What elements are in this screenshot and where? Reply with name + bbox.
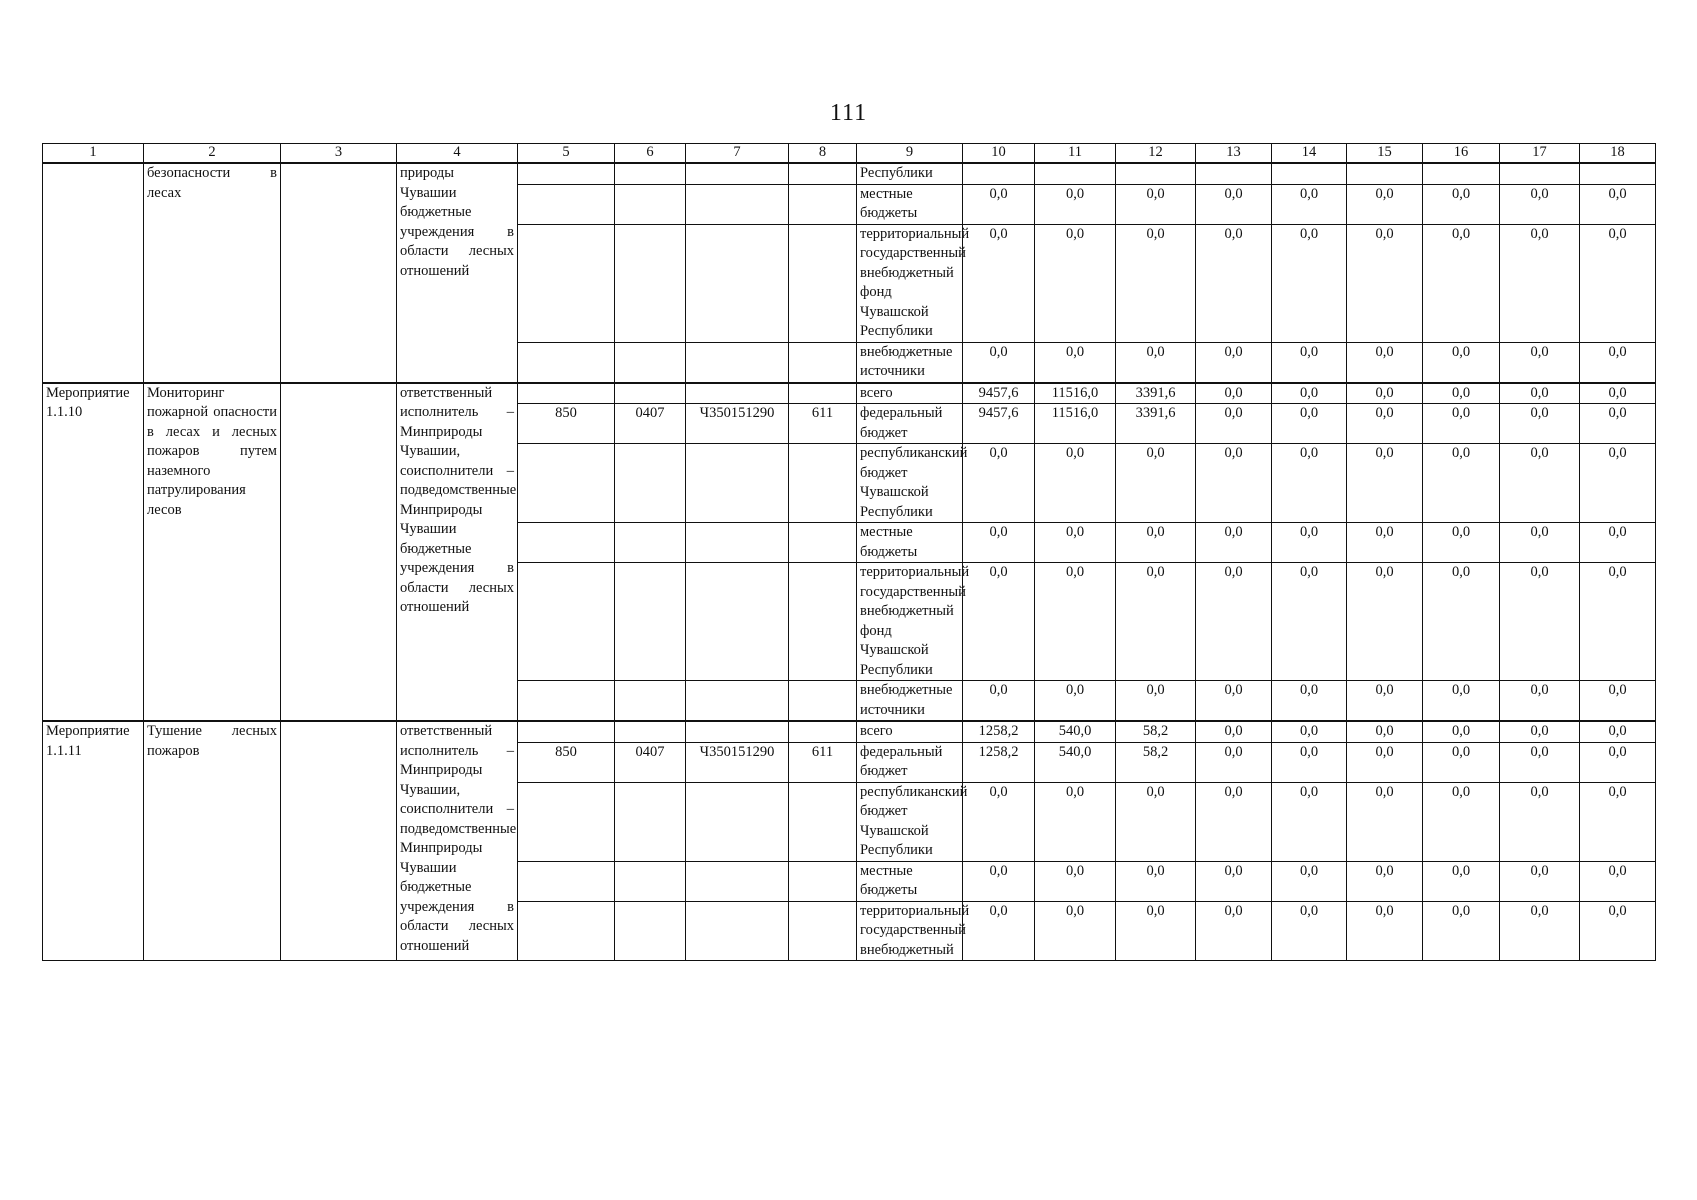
value-cell: 0,0 bbox=[1035, 224, 1116, 342]
value-cell: 0,0 bbox=[1272, 383, 1347, 404]
measure-id-cell bbox=[43, 163, 144, 383]
value-cell: 0,0 bbox=[963, 523, 1035, 563]
code-cell bbox=[789, 901, 857, 961]
value-cell: 0,0 bbox=[1423, 342, 1500, 383]
value-cell bbox=[1347, 163, 1423, 184]
code-cell bbox=[615, 563, 686, 681]
value-cell bbox=[1272, 163, 1347, 184]
column-header: 2 bbox=[144, 144, 281, 164]
value-cell: 0,0 bbox=[1035, 184, 1116, 224]
code-cell bbox=[789, 721, 857, 742]
empty-cell bbox=[281, 163, 397, 383]
value-cell: 0,0 bbox=[1035, 782, 1116, 861]
code-cell bbox=[518, 163, 615, 184]
value-cell: 0,0 bbox=[1423, 782, 1500, 861]
page-number: 111 bbox=[829, 100, 868, 126]
funding-source-cell: внебюджетные источники bbox=[857, 342, 963, 383]
code-cell bbox=[789, 681, 857, 722]
value-cell: 0,0 bbox=[1272, 184, 1347, 224]
value-cell: 0,0 bbox=[1272, 342, 1347, 383]
value-cell: 0,0 bbox=[1272, 721, 1347, 742]
value-cell: 0,0 bbox=[1196, 861, 1272, 901]
value-cell: 0,0 bbox=[1347, 184, 1423, 224]
code-cell bbox=[789, 224, 857, 342]
value-cell: 0,0 bbox=[1500, 224, 1580, 342]
value-cell: 0,0 bbox=[1196, 563, 1272, 681]
code-cell bbox=[686, 184, 789, 224]
value-cell: 0,0 bbox=[1500, 742, 1580, 782]
code-cell bbox=[518, 563, 615, 681]
value-cell: 0,0 bbox=[1035, 342, 1116, 383]
value-cell: 0,0 bbox=[1035, 523, 1116, 563]
code-cell bbox=[615, 224, 686, 342]
value-cell: 0,0 bbox=[1423, 523, 1500, 563]
funding-source-cell: федеральный бюджет bbox=[857, 742, 963, 782]
value-cell bbox=[1423, 163, 1500, 184]
column-header: 16 bbox=[1423, 144, 1500, 164]
funding-source-cell: местные бюджеты bbox=[857, 523, 963, 563]
column-header: 5 bbox=[518, 144, 615, 164]
budget-table bbox=[42, 143, 1656, 961]
code-cell bbox=[615, 444, 686, 523]
value-cell: 0,0 bbox=[1116, 444, 1196, 523]
value-cell: 0,0 bbox=[963, 563, 1035, 681]
executor-cell: ответственный исполнитель – Минприроды Чувашии, соисполнители – подведомственные Минприроды Чувашии бюджетные учреждения в области лесных отношений bbox=[397, 383, 518, 722]
code-cell bbox=[615, 782, 686, 861]
value-cell: 0,0 bbox=[1196, 342, 1272, 383]
column-header: 11 bbox=[1035, 144, 1116, 164]
value-cell: 0,0 bbox=[1116, 861, 1196, 901]
value-cell: 0,0 bbox=[1116, 901, 1196, 961]
code-cell bbox=[518, 342, 615, 383]
code-cell bbox=[789, 163, 857, 184]
value-cell: 0,0 bbox=[1196, 742, 1272, 782]
value-cell: 0,0 bbox=[963, 681, 1035, 722]
value-cell: 0,0 bbox=[1580, 563, 1656, 681]
value-cell: 1258,2 bbox=[963, 742, 1035, 782]
value-cell: 0,0 bbox=[1580, 342, 1656, 383]
value-cell: 0,0 bbox=[1116, 681, 1196, 722]
value-cell: 0,0 bbox=[1272, 901, 1347, 961]
value-cell: 0,0 bbox=[1423, 861, 1500, 901]
code-cell bbox=[686, 901, 789, 961]
column-header: 14 bbox=[1272, 144, 1347, 164]
value-cell: 0,0 bbox=[1423, 901, 1500, 961]
code-cell bbox=[686, 383, 789, 404]
value-cell bbox=[1196, 163, 1272, 184]
value-cell: 0,0 bbox=[1500, 681, 1580, 722]
value-cell: 0,0 bbox=[1423, 721, 1500, 742]
funding-source-cell: республиканский бюджет Чувашской Республики bbox=[857, 444, 963, 523]
table-row bbox=[43, 163, 1656, 184]
value-cell: 0,0 bbox=[1196, 224, 1272, 342]
code-cell: 850 bbox=[518, 742, 615, 782]
value-cell: 0,0 bbox=[1035, 563, 1116, 681]
value-cell: 0,0 bbox=[1580, 224, 1656, 342]
code-cell bbox=[518, 224, 615, 342]
code-cell bbox=[686, 861, 789, 901]
value-cell: 0,0 bbox=[1423, 742, 1500, 782]
value-cell bbox=[1500, 163, 1580, 184]
value-cell bbox=[963, 163, 1035, 184]
code-cell bbox=[518, 523, 615, 563]
code-cell bbox=[615, 523, 686, 563]
value-cell: 0,0 bbox=[1272, 681, 1347, 722]
value-cell: 0,0 bbox=[1196, 404, 1272, 444]
value-cell: 0,0 bbox=[1116, 523, 1196, 563]
value-cell: 0,0 bbox=[1196, 681, 1272, 722]
code-cell bbox=[686, 523, 789, 563]
value-cell: 0,0 bbox=[1347, 563, 1423, 681]
value-cell: 0,0 bbox=[1500, 523, 1580, 563]
code-cell bbox=[615, 163, 686, 184]
code-cell bbox=[686, 444, 789, 523]
value-cell: 0,0 bbox=[1347, 861, 1423, 901]
column-header: 17 bbox=[1500, 144, 1580, 164]
value-cell: 0,0 bbox=[1580, 383, 1656, 404]
code-cell bbox=[615, 184, 686, 224]
value-cell: 58,2 bbox=[1116, 742, 1196, 782]
column-header: 13 bbox=[1196, 144, 1272, 164]
code-cell bbox=[789, 782, 857, 861]
column-header: 1 bbox=[43, 144, 144, 164]
value-cell: 0,0 bbox=[1580, 404, 1656, 444]
code-cell bbox=[615, 901, 686, 961]
code-cell bbox=[518, 383, 615, 404]
value-cell: 0,0 bbox=[1272, 563, 1347, 681]
value-cell: 0,0 bbox=[1116, 184, 1196, 224]
code-cell bbox=[518, 861, 615, 901]
value-cell: 0,0 bbox=[1347, 782, 1423, 861]
value-cell: 0,0 bbox=[1035, 444, 1116, 523]
measure-title-cell: безопасности в лесах bbox=[144, 163, 281, 383]
executor-cell: ответственный исполнитель – Минприроды Чувашии, соисполнители – подведомственные Минприроды Чувашии бюджетные учреждения в области лесных отношений bbox=[397, 721, 518, 961]
value-cell: 0,0 bbox=[1423, 563, 1500, 681]
funding-source-cell: территориальный государственный внебюджетный bbox=[857, 901, 963, 961]
value-cell: 9457,6 bbox=[963, 383, 1035, 404]
value-cell: 0,0 bbox=[963, 444, 1035, 523]
value-cell bbox=[1035, 163, 1116, 184]
value-cell: 0,0 bbox=[1035, 681, 1116, 722]
value-cell: 0,0 bbox=[1500, 444, 1580, 523]
value-cell: 3391,6 bbox=[1116, 404, 1196, 444]
code-cell bbox=[789, 383, 857, 404]
value-cell: 0,0 bbox=[963, 901, 1035, 961]
code-cell bbox=[615, 721, 686, 742]
funding-source-cell: федеральный бюджет bbox=[857, 404, 963, 444]
value-cell: 0,0 bbox=[1272, 782, 1347, 861]
column-header: 6 bbox=[615, 144, 686, 164]
code-cell bbox=[686, 563, 789, 681]
value-cell: 9457,6 bbox=[963, 404, 1035, 444]
code-cell: Ч350151290 bbox=[686, 742, 789, 782]
code-cell: 0407 bbox=[615, 404, 686, 444]
code-cell bbox=[518, 184, 615, 224]
value-cell: 0,0 bbox=[1500, 563, 1580, 681]
funding-source-cell: всего bbox=[857, 721, 963, 742]
value-cell: 11516,0 bbox=[1035, 383, 1116, 404]
value-cell: 0,0 bbox=[1500, 901, 1580, 961]
value-cell: 0,0 bbox=[1196, 184, 1272, 224]
value-cell: 0,0 bbox=[1196, 523, 1272, 563]
value-cell: 0,0 bbox=[1347, 383, 1423, 404]
code-cell: 611 bbox=[789, 742, 857, 782]
value-cell: 0,0 bbox=[1196, 782, 1272, 861]
code-cell: 0407 bbox=[615, 742, 686, 782]
column-header: 10 bbox=[963, 144, 1035, 164]
value-cell: 0,0 bbox=[1272, 404, 1347, 444]
value-cell: 0,0 bbox=[1196, 383, 1272, 404]
code-cell bbox=[789, 523, 857, 563]
value-cell: 0,0 bbox=[1500, 184, 1580, 224]
value-cell: 0,0 bbox=[1347, 342, 1423, 383]
column-header: 18 bbox=[1580, 144, 1656, 164]
column-header: 15 bbox=[1347, 144, 1423, 164]
code-cell bbox=[615, 342, 686, 383]
value-cell: 0,0 bbox=[1580, 861, 1656, 901]
code-cell bbox=[686, 721, 789, 742]
value-cell: 0,0 bbox=[1580, 721, 1656, 742]
funding-source-cell: местные бюджеты bbox=[857, 184, 963, 224]
empty-cell bbox=[281, 721, 397, 961]
code-cell bbox=[686, 681, 789, 722]
value-cell: 0,0 bbox=[1580, 681, 1656, 722]
value-cell: 0,0 bbox=[963, 782, 1035, 861]
measure-title-cell: Мониторинг пожарной опасности в лесах и лесных пожаров путем наземного патрулирования лесов bbox=[144, 383, 281, 722]
code-cell bbox=[615, 861, 686, 901]
code-cell bbox=[518, 782, 615, 861]
value-cell: 1258,2 bbox=[963, 721, 1035, 742]
column-header-row bbox=[43, 144, 1656, 164]
value-cell: 0,0 bbox=[1272, 444, 1347, 523]
value-cell: 0,0 bbox=[1347, 901, 1423, 961]
value-cell: 0,0 bbox=[1423, 404, 1500, 444]
funding-source-cell: внебюджетные источники bbox=[857, 681, 963, 722]
code-cell bbox=[789, 342, 857, 383]
value-cell: 0,0 bbox=[1347, 523, 1423, 563]
value-cell: 0,0 bbox=[1347, 721, 1423, 742]
value-cell: 0,0 bbox=[1272, 224, 1347, 342]
code-cell bbox=[789, 861, 857, 901]
code-cell bbox=[518, 721, 615, 742]
value-cell: 0,0 bbox=[1500, 342, 1580, 383]
measure-id-cell: Мероприятие 1.1.10 bbox=[43, 383, 144, 722]
value-cell: 0,0 bbox=[1580, 742, 1656, 782]
value-cell: 0,0 bbox=[1500, 383, 1580, 404]
value-cell: 0,0 bbox=[1196, 901, 1272, 961]
value-cell: 0,0 bbox=[1196, 444, 1272, 523]
column-header: 7 bbox=[686, 144, 789, 164]
value-cell: 540,0 bbox=[1035, 721, 1116, 742]
value-cell: 0,0 bbox=[1423, 681, 1500, 722]
column-header: 4 bbox=[397, 144, 518, 164]
value-cell: 0,0 bbox=[1272, 861, 1347, 901]
value-cell: 0,0 bbox=[1116, 224, 1196, 342]
value-cell: 0,0 bbox=[1035, 861, 1116, 901]
value-cell: 0,0 bbox=[1347, 444, 1423, 523]
value-cell: 0,0 bbox=[1500, 861, 1580, 901]
value-cell: 0,0 bbox=[1116, 563, 1196, 681]
value-cell: 58,2 bbox=[1116, 721, 1196, 742]
value-cell: 0,0 bbox=[1500, 782, 1580, 861]
value-cell: 0,0 bbox=[1500, 404, 1580, 444]
funding-source-cell: территориальный государственный внебюджетный фонд Чувашской Республики bbox=[857, 224, 963, 342]
value-cell: 0,0 bbox=[1423, 444, 1500, 523]
code-cell bbox=[686, 342, 789, 383]
value-cell: 0,0 bbox=[963, 342, 1035, 383]
executor-cell: природы Чувашии бюджетные учреждения в области лесных отношений bbox=[397, 163, 518, 383]
code-cell bbox=[518, 444, 615, 523]
column-header: 9 bbox=[857, 144, 963, 164]
value-cell: 0,0 bbox=[1347, 224, 1423, 342]
measure-id-cell: Мероприятие 1.1.11 bbox=[43, 721, 144, 961]
funding-source-cell: республиканский бюджет Чувашской Республики bbox=[857, 782, 963, 861]
code-cell bbox=[789, 563, 857, 681]
code-cell bbox=[615, 383, 686, 404]
code-cell bbox=[789, 444, 857, 523]
code-cell bbox=[686, 163, 789, 184]
value-cell: 11516,0 bbox=[1035, 404, 1116, 444]
value-cell: 0,0 bbox=[1347, 681, 1423, 722]
value-cell: 0,0 bbox=[1580, 184, 1656, 224]
code-cell bbox=[686, 224, 789, 342]
code-cell: Ч350151290 bbox=[686, 404, 789, 444]
table-row bbox=[43, 383, 1656, 404]
value-cell: 0,0 bbox=[1580, 523, 1656, 563]
column-header: 3 bbox=[281, 144, 397, 164]
code-cell bbox=[789, 184, 857, 224]
value-cell: 3391,6 bbox=[1116, 383, 1196, 404]
measure-title-cell: Тушение лесных пожаров bbox=[144, 721, 281, 961]
value-cell: 0,0 bbox=[1116, 782, 1196, 861]
value-cell: 0,0 bbox=[1580, 782, 1656, 861]
value-cell: 0,0 bbox=[963, 861, 1035, 901]
value-cell: 0,0 bbox=[1272, 523, 1347, 563]
code-cell bbox=[686, 782, 789, 861]
value-cell: 0,0 bbox=[1580, 901, 1656, 961]
code-cell: 850 bbox=[518, 404, 615, 444]
value-cell: 0,0 bbox=[1272, 742, 1347, 782]
value-cell: 0,0 bbox=[1196, 721, 1272, 742]
code-cell bbox=[518, 681, 615, 722]
funding-source-cell: всего bbox=[857, 383, 963, 404]
value-cell bbox=[1116, 163, 1196, 184]
value-cell: 0,0 bbox=[1500, 721, 1580, 742]
value-cell: 0,0 bbox=[1423, 184, 1500, 224]
code-cell bbox=[518, 901, 615, 961]
value-cell: 0,0 bbox=[1423, 224, 1500, 342]
column-header: 8 bbox=[789, 144, 857, 164]
empty-cell bbox=[281, 383, 397, 722]
value-cell bbox=[1580, 163, 1656, 184]
code-cell bbox=[615, 681, 686, 722]
value-cell: 0,0 bbox=[963, 224, 1035, 342]
value-cell: 0,0 bbox=[1035, 901, 1116, 961]
value-cell: 0,0 bbox=[1347, 742, 1423, 782]
value-cell: 540,0 bbox=[1035, 742, 1116, 782]
table-row bbox=[43, 721, 1656, 742]
code-cell: 611 bbox=[789, 404, 857, 444]
value-cell: 0,0 bbox=[1580, 444, 1656, 523]
value-cell: 0,0 bbox=[1347, 404, 1423, 444]
value-cell: 0,0 bbox=[1423, 383, 1500, 404]
funding-source-cell: Республики bbox=[857, 163, 963, 184]
column-header: 12 bbox=[1116, 144, 1196, 164]
value-cell: 0,0 bbox=[1116, 342, 1196, 383]
funding-source-cell: местные бюджеты bbox=[857, 861, 963, 901]
funding-source-cell: территориальный государственный внебюджетный фонд Чувашской Республики bbox=[857, 563, 963, 681]
value-cell: 0,0 bbox=[963, 184, 1035, 224]
